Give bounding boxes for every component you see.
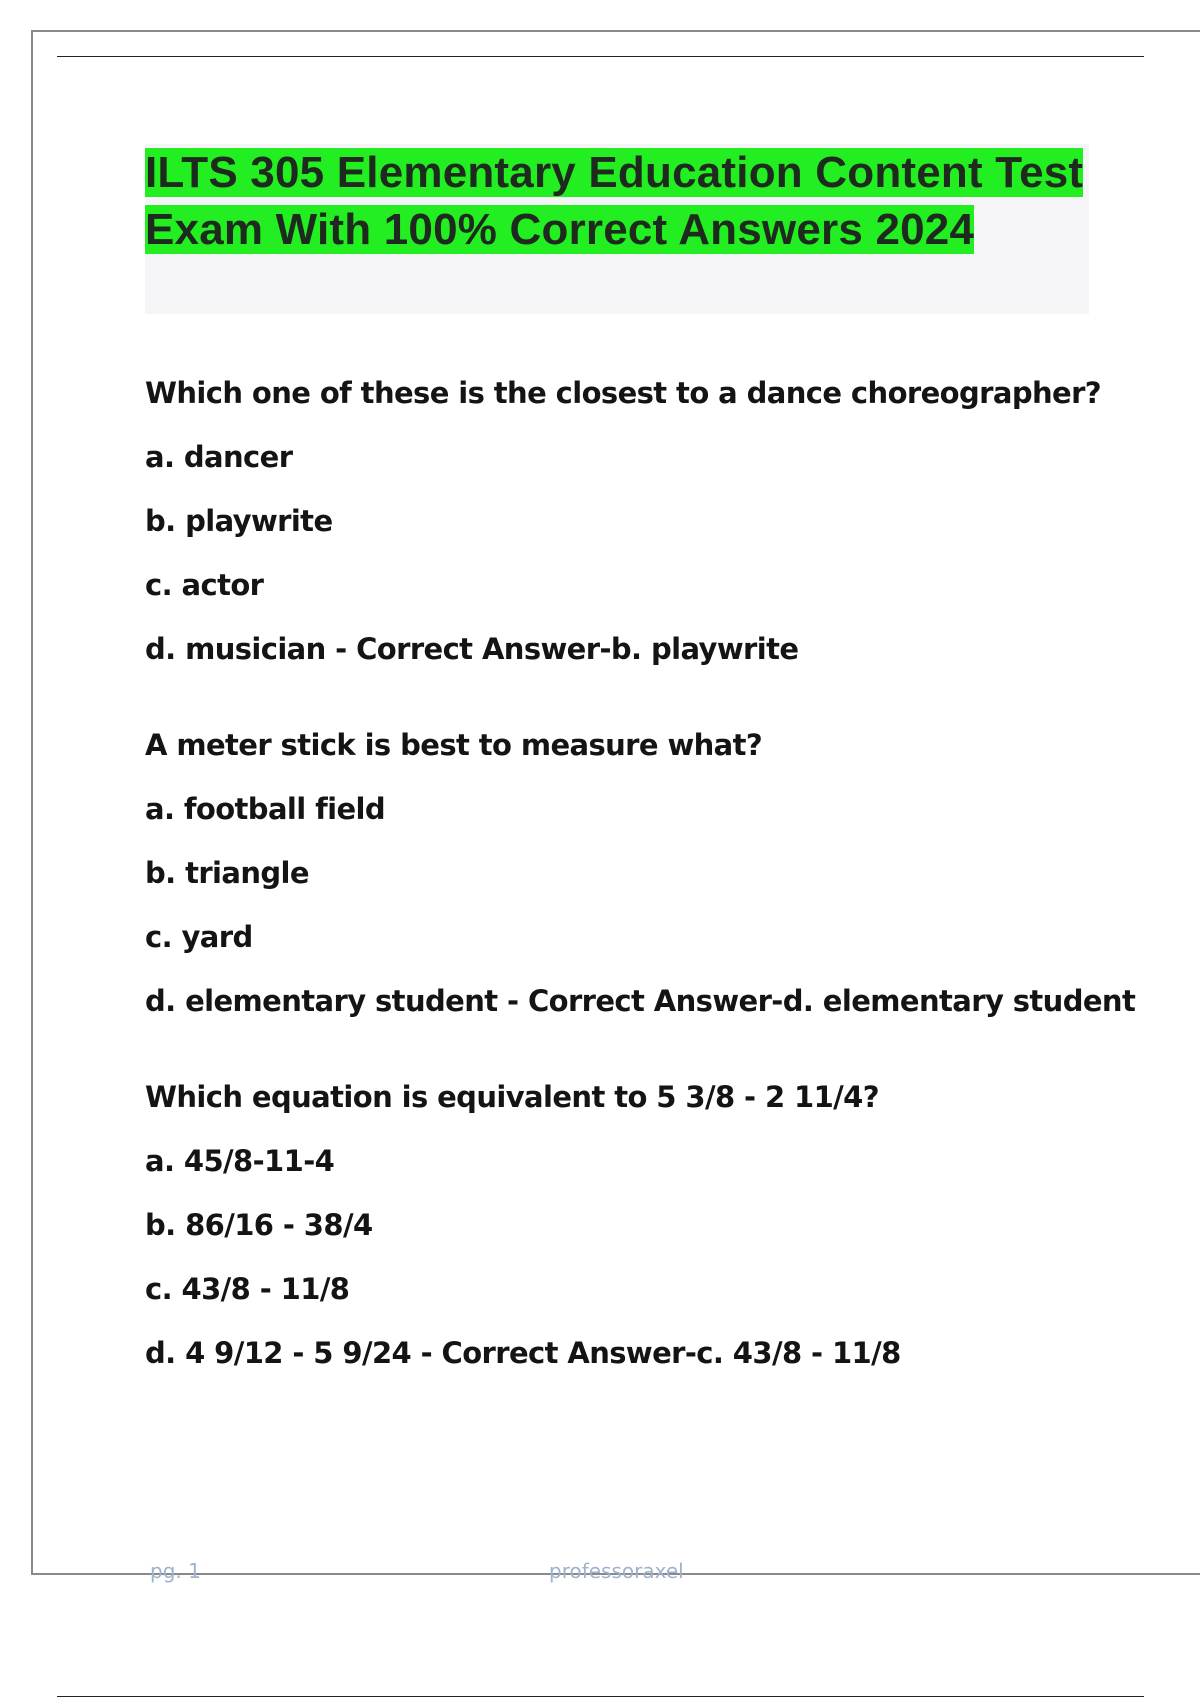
option-a: a. dancer: [145, 440, 293, 474]
option-d-with-answer: d. musician - Correct Answer-b. playwrite: [145, 632, 799, 666]
option-b: b. playwrite: [145, 504, 333, 538]
bottom-rule: [57, 1696, 1144, 1697]
option-a: a. football field: [145, 792, 386, 826]
question-2: [145, 724, 1145, 1022]
option-c: c. yard: [145, 920, 253, 954]
footer-page-number: pg. 1: [150, 1559, 201, 1583]
question-3: [145, 1076, 1145, 1374]
option-b: b. 86/16 - 38/4: [145, 1208, 373, 1242]
question-text: A meter stick is best to measure what?: [145, 728, 763, 762]
option-c: c. actor: [145, 568, 264, 602]
title-highlight: ILTS 305 Elementary Education Content Test Exam With 100% Correct Answers 2024: [145, 148, 1084, 254]
option-d-with-answer: d. elementary student - Correct Answer-d. elementary student: [145, 984, 1136, 1018]
document-title: [145, 144, 1089, 258]
question-1: [145, 372, 1145, 670]
question-list: [145, 372, 1145, 1428]
option-a: a. 45/8-11-4: [145, 1144, 335, 1178]
top-rule: [57, 56, 1144, 57]
footer-author: professoraxel: [549, 1559, 684, 1583]
question-text: Which one of these is the closest to a dance choreographer?: [145, 376, 1102, 410]
option-d-with-answer: d. 4 9/12 - 5 9/24 - Correct Answer-c. 43/8 - 11/8: [145, 1336, 901, 1370]
title-block: [145, 144, 1089, 314]
option-c: c. 43/8 - 11/8: [145, 1272, 350, 1306]
option-b: b. triangle: [145, 856, 309, 890]
question-text: Which equation is equivalent to 5 3/8 - 2 11/4?: [145, 1080, 879, 1114]
